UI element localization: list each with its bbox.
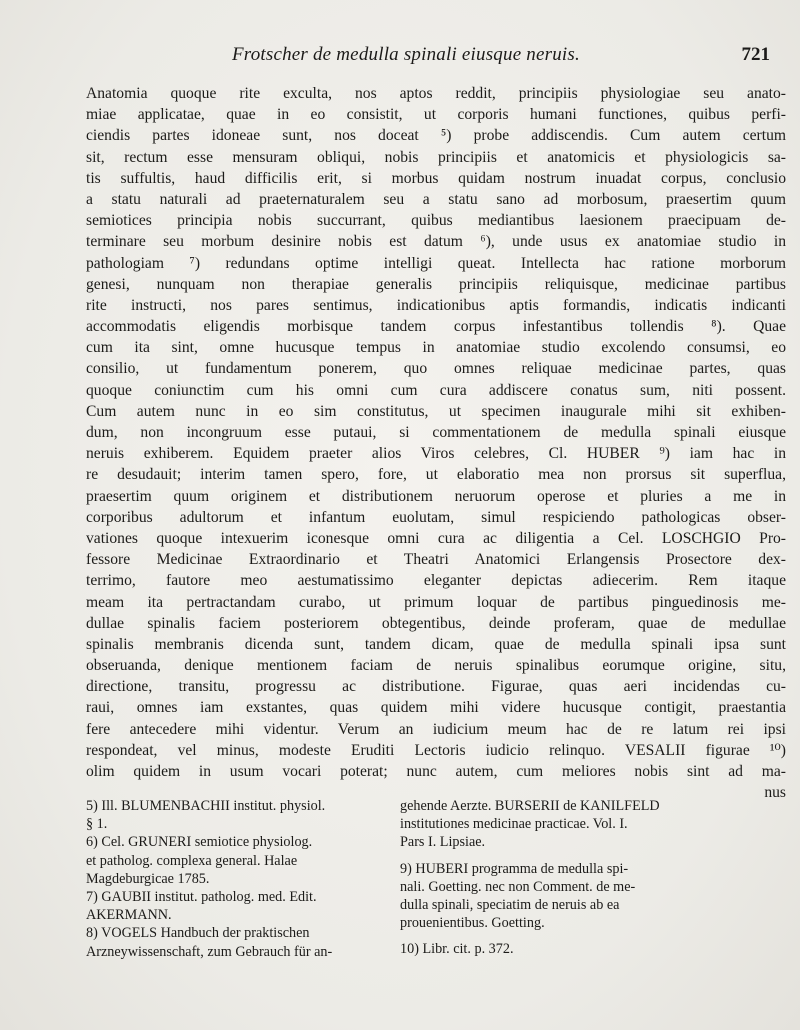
- body-line: dum, non incongruum esse putaui, si commentationem de medulla spinali eiusque: [86, 424, 786, 441]
- footnote-line: nali. Goetting. nec non Comment. de me-: [400, 878, 636, 895]
- footnote-line: 10) Libr. cit. p. 372.: [400, 941, 514, 958]
- body-line: miae applicatae, quae in eo consistit, ut corporis humani functiones, quibus perfi-: [86, 106, 786, 124]
- footnote-line: gehende Aerzte. BURSERII de KANILFELD: [400, 798, 660, 814]
- page-number: 721: [741, 44, 770, 65]
- footnote-line: Pars I. Lipsiae.: [400, 834, 486, 851]
- body-text: [86, 83, 786, 803]
- body-line: accommodatis eligendis morbisque tandem corpus infestantibus tollendis ⁸). Quae: [86, 318, 786, 336]
- body-line: directione, transitu, progressu ac distributione. Figurae, quas aeri incidendas cu-: [86, 678, 786, 696]
- body-line: Cum autem nunc in eo sim constitutus, ut specimen inaugurale mihi sit exhiben-: [86, 402, 786, 420]
- footnote-line: dulla spinali, speciatim de neruis ab ea: [400, 896, 620, 913]
- body-line: ciendis partes idoneae sunt, nos doceat ⁵) probe addiscendis. Cum autem certum: [86, 127, 786, 145]
- body-line: olim quidem in usum vocari poterat; nunc autem, cum meliores nobis sint ad ma-: [86, 763, 786, 780]
- footnote-line: institutiones medicinae practicae. Vol. I.: [400, 816, 628, 833]
- footnote-line: 6) Cel. GRUNERI semiotice physiolog.: [86, 834, 313, 851]
- footnotes-left-column: [86, 797, 386, 961]
- footnote-line: et patholog. complexa general. Halae: [86, 852, 298, 869]
- body-line: spinalis membranis dicenda sunt, tandem dicam, quae de medulla spinali ipsa sunt: [86, 635, 786, 653]
- body-line: tis suffultis, haud difficilis erit, si morbus quidam nostrum inuadat corpus, conclusio: [86, 169, 786, 187]
- footnote-line: AKERMANN.: [86, 907, 172, 924]
- footnote-line: 9) HUBERI programma de medulla spi-: [400, 860, 629, 877]
- footnote-line: 7) GAUBII institut. patholog. med. Edit.: [86, 888, 317, 905]
- footnote-line: § 1.: [86, 816, 108, 833]
- body-line: neruis exhiberem. Equidem praeter alios Viros celebres, Cl. HUBER ⁹) iam hac in: [86, 445, 786, 463]
- body-line: a statu naturali ad praeternaturalem seu a statu sano ad morbosum, praesertim quum: [86, 190, 786, 208]
- body-line: vationes quoque intexuerim iconesque omni cura ac diligentia a Cel. LOSCHGIO Pro-: [86, 529, 786, 547]
- footnote-line: 8) VOGELS Handbuch der praktischen: [86, 925, 310, 942]
- body-line: raui, omnes iam exstantes, quas quidem mihi videre hucusque contigit, praestantia: [86, 699, 786, 717]
- footnote-line: 5) Ill. BLUMENBACHII institut. physiol.: [86, 798, 326, 814]
- body-line: sit, rectum esse mensuram obliqui, nobis principiis et anatomicis et physiologicis sa-: [86, 148, 786, 166]
- footnote-line: prouenientibus. Goetting.: [400, 915, 545, 932]
- body-line: terrimo, fautore meo aestumatissimo eleganter depictas adiecerim. Rem itaque: [86, 572, 786, 590]
- body-line: respondeat, vel minus, modeste Eruditi Lectoris iudicio relinquo. VESALII figurae ¹⁰): [86, 741, 786, 759]
- body-line: pathologiam ⁷) redundans optime intelligi queat. Intellecta hac ratione morborum: [86, 254, 786, 272]
- body-line: genesi, nunquam non therapiae generalis principiis reliquisque, medicinae partibus: [86, 275, 786, 293]
- body-line: dullae spinalis faciem posteriorem obtegentibus, deinde proferam, quae de medullae: [86, 614, 786, 632]
- body-line: terminare seu morbum desinire nobis est datum ⁶), unde usus ex anatomiae studio in: [86, 233, 786, 251]
- body-line: corporibus adultorum et infantum euolutam, simul respiciendo pathologicas obser-: [86, 508, 786, 526]
- body-line: nus: [764, 784, 786, 802]
- page-header: [0, 44, 800, 70]
- body-line: semiotices principia nobis succurrant, quibus mediantibus laesionem praecipuam de-: [86, 212, 786, 230]
- body-line: consilio, ut fundamentum ponerem, quo omnes reliquae medicinae partes, quas: [86, 360, 786, 378]
- footnote-gap: [400, 852, 800, 860]
- body-line: fere antecedere mihi videntur. Verum an iudicium meum hac de re latum rei ipsi: [86, 720, 786, 738]
- body-line: cum ita sint, omne hucusque tempus in anatomiae studio excolendo consumsi, eo: [86, 339, 786, 357]
- body-line: praesertim quum originem et distributionem neruorum operose et pluries a me in: [86, 487, 786, 505]
- body-line: meam ita pertractandam curabo, ut primum loquar de partibus pinguedinosis me-: [86, 593, 786, 611]
- footnotes-right-column: [400, 797, 800, 959]
- body-line: obseruanda, denique mentionem faciam de neruis spinalibus eorumque origine, situ,: [86, 657, 786, 675]
- footnote-gap: [400, 932, 800, 940]
- running-title: Frotscher de medulla spinali eiusque neruis.: [232, 44, 580, 65]
- body-line: rite instructi, nos pares sentimus, indicationibus aptis formandis, indicatis indicanti: [86, 296, 786, 314]
- body-line: Anatomia quoque rite exculta, nos aptos reddit, principiis physiologiae seu anato-: [86, 85, 786, 102]
- footnote-line: Arzneywissenschaft, zum Gebrauch für an-: [86, 943, 333, 960]
- footnote-line: Magdeburgicae 1785.: [86, 870, 210, 887]
- body-line: re desudauit; interim tamen spero, fore, ut elaboratio mea non prorsus sit superflua,: [86, 466, 786, 484]
- body-line: quoque coniunctim cum his omni cum cura addiscere conatus sum, niti possent.: [86, 381, 786, 399]
- footnotes: [86, 797, 786, 967]
- body-line: fessore Medicinae Extraordinario et Theatri Anatomici Erlangensis Prosectore dex-: [86, 551, 786, 569]
